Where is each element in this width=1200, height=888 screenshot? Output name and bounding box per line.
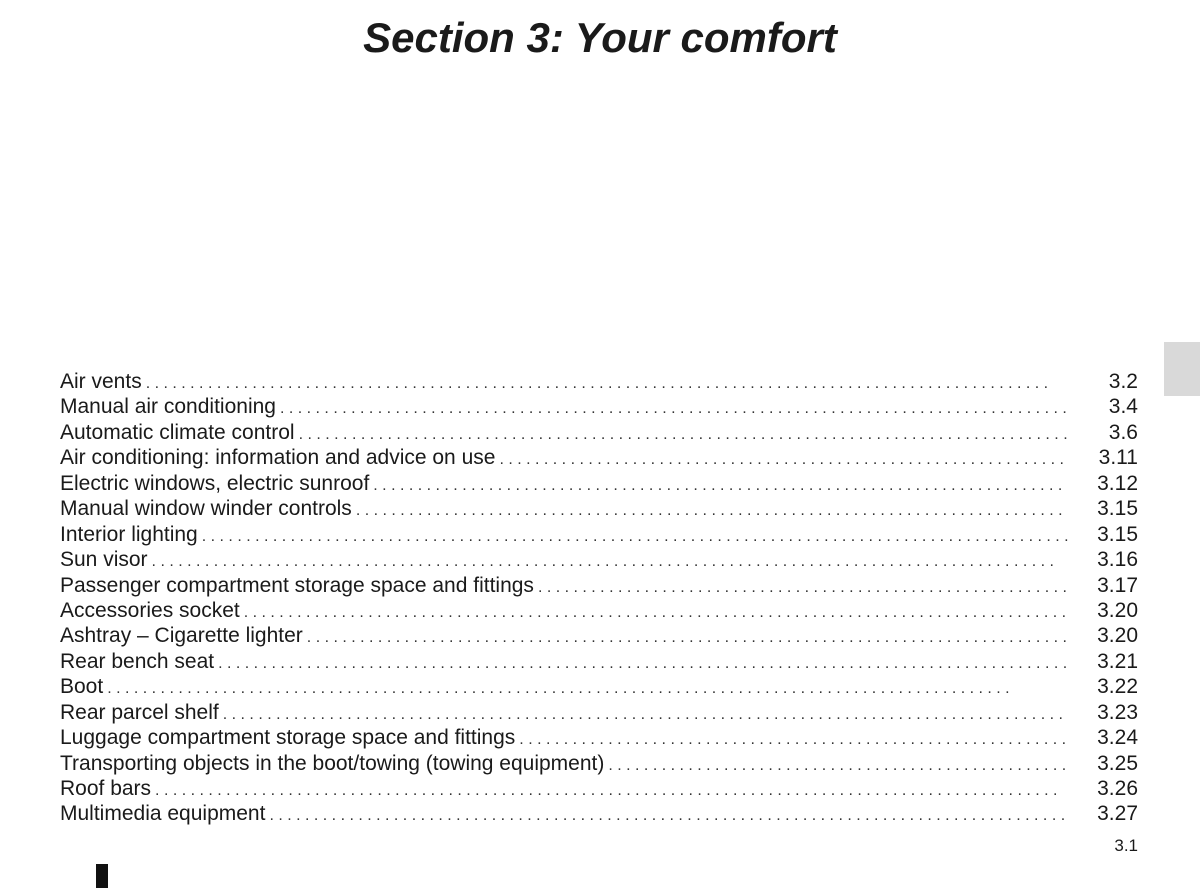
- toc-item-electric-windows[interactable]: [60, 471, 1138, 496]
- toc-item-page: 3.20: [1097, 624, 1138, 648]
- toc-item-transporting-objects[interactable]: [60, 751, 1138, 776]
- table-of-contents: [60, 369, 1138, 827]
- dot-leader: [519, 727, 1068, 752]
- dot-leader: [244, 600, 1068, 625]
- toc-item-label: Manual window winder controls: [60, 497, 352, 521]
- toc-item-rear-parcel-shelf[interactable]: [60, 700, 1138, 725]
- toc-item-ashtray[interactable]: [60, 623, 1138, 648]
- dot-leader: [152, 549, 1068, 574]
- toc-item-page: 3.16: [1097, 548, 1138, 572]
- dot-leader: [499, 447, 1068, 472]
- toc-item-page: 3.25: [1097, 751, 1138, 775]
- dot-leader: [307, 625, 1068, 650]
- crop-mark: [96, 864, 108, 888]
- toc-item-roof-bars[interactable]: [60, 776, 1138, 801]
- toc-item-air-conditioning-advice[interactable]: [60, 445, 1138, 470]
- toc-item-label: Rear bench seat: [60, 649, 215, 673]
- toc-item-luggage-storage[interactable]: [60, 725, 1138, 750]
- toc-item-page: 3.2: [1108, 370, 1138, 393]
- toc-item-label: Air conditioning: information and advice on use: [60, 446, 496, 470]
- toc-item-page: 3.20: [1097, 598, 1138, 622]
- toc-item-label: Manual air conditioning: [60, 395, 276, 419]
- dot-leader: [269, 803, 1068, 828]
- dot-leader: [538, 575, 1068, 600]
- page-title: Section 3: Your comfort: [363, 14, 837, 61]
- toc-item-passenger-storage[interactable]: [60, 573, 1138, 598]
- dot-leader: [373, 473, 1068, 498]
- dot-leader: [608, 753, 1068, 778]
- toc-item-label: Interior lighting: [60, 522, 198, 546]
- toc-item-label: Boot: [60, 675, 104, 699]
- toc-item-page: 3.15: [1097, 497, 1138, 521]
- toc-item-boot[interactable]: [60, 674, 1138, 699]
- toc-item-page: 3.12: [1097, 471, 1138, 495]
- toc-item-accessories-socket[interactable]: [60, 598, 1138, 623]
- toc-item-page: 3.26: [1097, 777, 1138, 800]
- toc-item-multimedia-equipment[interactable]: [60, 801, 1138, 826]
- dot-leader: [155, 778, 1068, 803]
- toc-item-page: 3.23: [1097, 700, 1138, 724]
- toc-item-page: 3.15: [1097, 522, 1138, 546]
- toc-item-page: 3.27: [1097, 802, 1138, 826]
- toc-item-page: 3.6: [1108, 420, 1138, 444]
- toc-item-page: 3.21: [1097, 649, 1138, 673]
- toc-item-interior-lighting[interactable]: [60, 522, 1138, 547]
- toc-item-label: Sun visor: [60, 548, 148, 572]
- dot-leader: [146, 371, 1068, 396]
- toc-item-automatic-climate-control[interactable]: [60, 420, 1138, 445]
- toc-item-label: Roof bars: [60, 777, 152, 800]
- toc-item-page: 3.4: [1108, 395, 1138, 419]
- toc-item-page: 3.22: [1097, 675, 1138, 699]
- toc-item-label: Multimedia equipment: [60, 802, 266, 826]
- toc-item-label: Ashtray – Cigarette lighter: [60, 624, 303, 648]
- dot-leader: [280, 396, 1068, 421]
- toc-item-label: Accessories socket: [60, 598, 240, 622]
- toc-item-sun-visor[interactable]: [60, 547, 1138, 572]
- toc-item-label: Electric windows, electric sunroof: [60, 471, 370, 495]
- toc-item-label: Passenger compartment storage space and fittings: [60, 573, 534, 597]
- toc-item-label: Rear parcel shelf: [60, 700, 219, 724]
- toc-item-page: 3.17: [1097, 573, 1138, 597]
- dot-leader: [223, 702, 1068, 727]
- toc-item-label: Transporting objects in the boot/towing (towing equipment): [60, 751, 605, 775]
- toc-item-rear-bench-seat[interactable]: [60, 649, 1138, 674]
- section-side-tab: [1164, 342, 1200, 396]
- toc-item-page: 3.24: [1097, 726, 1138, 750]
- dot-leader: [202, 524, 1068, 549]
- toc-item-air-vents[interactable]: [60, 369, 1138, 394]
- dot-leader: [218, 651, 1068, 676]
- dot-leader: [356, 498, 1068, 523]
- dot-leader: [299, 422, 1068, 447]
- toc-item-label: Luggage compartment storage space and fittings: [60, 726, 516, 750]
- toc-item-label: Automatic climate control: [60, 420, 295, 444]
- page-number: 3.1: [1114, 836, 1138, 855]
- toc-item-page: 3.11: [1098, 446, 1138, 470]
- toc-item-manual-air-conditioning[interactable]: [60, 394, 1138, 419]
- dot-leader: [107, 676, 1068, 701]
- toc-item-label: Air vents: [60, 370, 142, 393]
- toc-item-manual-window-winder[interactable]: [60, 496, 1138, 521]
